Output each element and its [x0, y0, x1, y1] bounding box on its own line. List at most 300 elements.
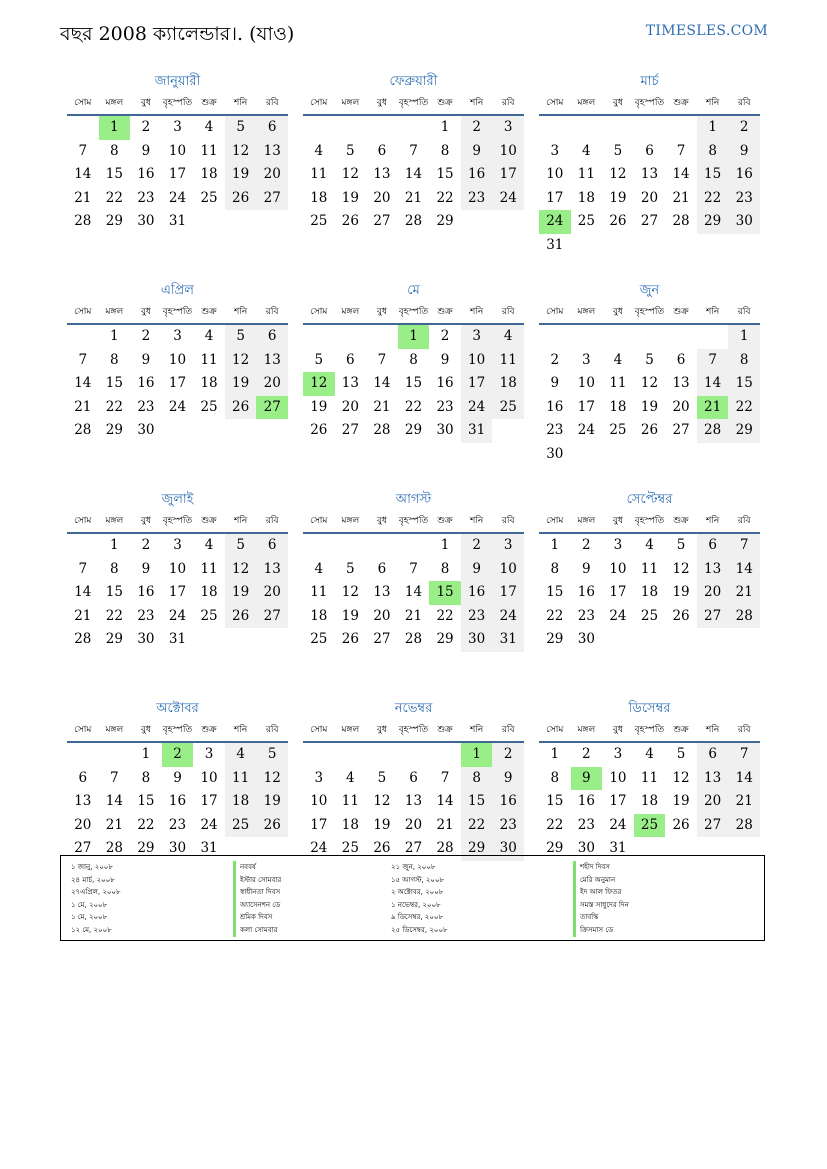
weekday-header: বৃহস্পতি	[634, 301, 666, 325]
day-cell: 9	[582, 560, 591, 577]
day-cell: 2	[141, 119, 151, 135]
day-cell: 10	[168, 142, 187, 159]
day-cell: 27	[341, 422, 359, 438]
day-cell: 17	[168, 584, 187, 600]
day-cell: 25	[310, 631, 328, 647]
day-cell: 6	[256, 325, 288, 349]
weekday-header: মঙ্গল	[99, 719, 131, 743]
day-cell: 16	[137, 584, 155, 600]
day-cell: 19	[256, 790, 288, 814]
day-cell: 8	[110, 351, 119, 368]
day-cell: 1	[141, 746, 151, 762]
day-cell: 28	[74, 631, 92, 647]
day-cell: 22	[461, 814, 493, 838]
day-cell: 29	[728, 419, 760, 443]
day-cell: 20	[672, 398, 690, 415]
day-cell: 6	[676, 351, 686, 368]
day-cell: 16	[461, 163, 493, 187]
day-cell: 20	[256, 581, 288, 605]
legend-names-left	[233, 861, 281, 937]
day-cell: 15	[728, 372, 760, 396]
day-cell: 9	[141, 142, 151, 159]
day-cell: 14	[672, 166, 690, 182]
day-cell: 24	[492, 187, 524, 211]
month-calendar	[303, 281, 524, 490]
day-cell: 13	[256, 558, 288, 582]
weekday-header: শুক্র	[193, 719, 225, 743]
day-cell: 8	[461, 767, 493, 791]
day-cell: 1	[110, 328, 119, 344]
weekday-header: শুক্র	[429, 719, 461, 743]
day-cell: 9	[492, 767, 524, 791]
day-cell: 11	[200, 351, 218, 368]
day-cell: 6	[256, 534, 288, 558]
day-cell: 5	[256, 743, 288, 767]
legend-names-right	[573, 861, 629, 937]
day-cell: 15	[461, 790, 493, 814]
day-cell: 23	[577, 816, 595, 833]
day-cell: 25	[577, 213, 595, 229]
day-cell: 14	[436, 793, 454, 809]
weekday-header: বৃহস্পতি	[634, 92, 666, 116]
day-cell: 3	[173, 328, 182, 344]
day-cell: 28	[74, 213, 92, 229]
day-cell: 25	[310, 213, 328, 229]
day-cell: 26	[341, 213, 359, 229]
day-cell: 23	[461, 187, 493, 211]
holiday-date: ১৫ আগস্ট, ২০০৮	[391, 875, 445, 884]
day-cell: 21	[728, 581, 760, 605]
day-cell: 4	[314, 142, 324, 159]
holiday-date: ৯ ডিসেম্বর, ২০০৮	[391, 913, 443, 922]
month-name: জানুয়ারী	[154, 74, 201, 89]
weekday-header: বৃহস্পতি	[634, 510, 666, 534]
empty-cell	[67, 743, 99, 767]
day-cell: 21	[404, 607, 423, 624]
day-cell: 29	[105, 213, 123, 229]
day-cell: 24	[609, 816, 627, 833]
day-cell: 6	[697, 743, 729, 767]
day-cell: 19	[341, 189, 359, 206]
day-cell: 27	[697, 605, 729, 629]
weekday-header: বুধ	[602, 510, 634, 534]
weekday-header: মঙ্গল	[571, 510, 603, 534]
day-cell: 17	[168, 375, 187, 391]
day-cell: 10	[310, 793, 328, 809]
day-cell: 12	[225, 349, 257, 373]
day-cell: 2	[162, 743, 194, 767]
day-cell: 12	[672, 769, 690, 786]
day-cell: 4	[314, 560, 324, 577]
day-cell: 30	[728, 210, 760, 234]
day-cell: 25	[200, 398, 218, 415]
day-cell: 21	[105, 816, 123, 833]
day-cell: 22	[728, 396, 760, 420]
month-days-grid	[67, 510, 288, 652]
day-cell: 29	[697, 210, 729, 234]
day-cell: 1	[440, 537, 450, 553]
day-cell: 17	[168, 166, 187, 182]
holiday-name: সমস্ত সাধুদের দিন	[573, 899, 629, 912]
day-cell: 31	[609, 840, 627, 856]
weekday-header: শনি	[225, 92, 257, 116]
day-cell: 27	[373, 631, 391, 647]
weekday-header: বুধ	[366, 301, 398, 325]
empty-cell	[366, 534, 398, 558]
month-calendar	[303, 72, 524, 281]
day-cell: 3	[550, 142, 560, 159]
day-cell: 6	[346, 351, 355, 368]
day-cell: 13	[256, 349, 288, 373]
holiday-date: ১ মে, ২০০৮	[71, 913, 108, 922]
day-cell: 14	[105, 793, 123, 809]
empty-cell	[335, 743, 367, 767]
day-cell: 20	[74, 816, 92, 833]
day-cell: 7	[377, 351, 387, 368]
day-cell: 1	[440, 119, 450, 135]
day-cell: 14	[697, 372, 729, 396]
empty-cell	[303, 325, 335, 349]
day-cell: 23	[137, 189, 155, 206]
day-cell: 2	[141, 537, 151, 553]
empty-cell	[665, 116, 697, 140]
day-cell: 31	[546, 236, 564, 253]
day-cell: 14	[404, 166, 423, 182]
day-cell: 1	[728, 325, 760, 349]
day-cell: 12	[609, 166, 627, 182]
day-cell: 6	[256, 116, 288, 140]
weekday-header: শনি	[225, 719, 257, 743]
day-cell: 15	[404, 375, 423, 391]
day-cell: 29	[546, 631, 564, 647]
empty-cell	[303, 116, 335, 140]
weekday-header: সোম	[539, 719, 571, 743]
holiday-name: নববর্ষ	[233, 861, 281, 874]
weekday-header: রবি	[256, 301, 288, 325]
day-cell: 2	[461, 116, 493, 140]
day-cell: 31	[200, 840, 218, 856]
day-cell: 7	[409, 142, 418, 159]
day-cell: 18	[225, 790, 257, 814]
day-cell: 16	[461, 581, 493, 605]
day-cell: 24	[310, 840, 328, 856]
day-cell: 14	[373, 375, 391, 391]
empty-cell	[366, 325, 398, 349]
day-cell: 4	[582, 142, 591, 159]
day-cell: 17	[492, 581, 524, 605]
empty-cell	[539, 325, 571, 349]
day-cell: 25	[640, 607, 659, 624]
day-cell: 12	[341, 166, 359, 182]
day-cell: 27	[697, 814, 729, 838]
day-cell: 7	[110, 769, 119, 786]
day-cell: 9	[550, 375, 560, 391]
day-cell: 22	[137, 816, 155, 833]
day-cell: 4	[204, 537, 214, 553]
weekday-header: শনি	[697, 92, 729, 116]
day-cell: 5	[225, 325, 257, 349]
day-cell: 7	[78, 142, 88, 159]
day-cell: 2	[141, 328, 151, 344]
day-cell: 17	[609, 584, 627, 600]
weekday-header: রবি	[256, 92, 288, 116]
day-cell: 18	[609, 398, 627, 415]
day-cell: 9	[461, 558, 493, 582]
day-cell: 15	[105, 166, 123, 182]
day-cell: 28	[404, 213, 423, 229]
month-name: নভেম্বর	[394, 701, 433, 716]
day-cell: 21	[436, 816, 454, 833]
weekday-header: শুক্র	[665, 510, 697, 534]
day-cell: 26	[373, 840, 391, 856]
day-cell: 24	[461, 396, 493, 420]
day-cell: 25	[492, 396, 524, 420]
day-cell: 2	[582, 537, 591, 553]
day-cell: 28	[74, 422, 92, 438]
weekday-header: শুক্র	[429, 301, 461, 325]
legend-dates-right	[391, 861, 448, 937]
holiday-name: স্বাধীনতা দিবস	[233, 886, 281, 899]
day-cell: 17	[546, 189, 564, 206]
day-cell: 29	[105, 631, 123, 647]
day-cell: 24	[168, 189, 187, 206]
day-cell: 19	[609, 189, 627, 206]
weekday-header: মঙ্গল	[335, 719, 367, 743]
month-days-grid	[303, 510, 524, 652]
day-cell: 29	[436, 213, 454, 229]
day-cell: 7	[676, 142, 686, 159]
day-cell: 26	[225, 396, 257, 420]
day-cell: 15	[429, 581, 461, 605]
empty-cell	[398, 116, 430, 140]
day-cell: 15	[105, 375, 123, 391]
weekday-header: মঙ্গল	[571, 92, 603, 116]
page-title: বছর 2008 ক্যালেন্ডার।. (যাও)	[60, 23, 295, 45]
day-cell: 8	[550, 560, 560, 577]
day-cell: 24	[168, 398, 187, 415]
holiday-date: ২১ জুন, ২০০৮	[391, 863, 436, 871]
day-cell: 29	[546, 840, 564, 856]
day-cell: 9	[440, 351, 450, 368]
day-cell: 23	[137, 398, 155, 415]
month-name: অক্টোবর	[156, 701, 199, 716]
day-cell: 21	[74, 398, 92, 415]
weekday-header: সোম	[67, 92, 99, 116]
day-cell: 17	[461, 372, 493, 396]
day-cell: 5	[676, 537, 686, 553]
day-cell: 25	[634, 814, 666, 838]
empty-cell	[571, 116, 603, 140]
empty-cell	[303, 743, 335, 767]
weekday-header: মঙ্গল	[99, 301, 131, 325]
month-days-grid	[539, 301, 760, 466]
day-cell: 22	[436, 189, 454, 206]
day-cell: 8	[440, 142, 450, 159]
month-days-grid	[303, 719, 524, 861]
day-cell: 28	[728, 605, 760, 629]
day-cell: 12	[303, 372, 335, 396]
weekday-header: মঙ্গল	[335, 301, 367, 325]
weekday-header: শুক্র	[429, 510, 461, 534]
day-cell: 11	[640, 560, 659, 577]
day-cell: 23	[546, 422, 564, 438]
day-cell: 20	[256, 163, 288, 187]
day-cell: 4	[225, 743, 257, 767]
month-days-grid	[67, 301, 288, 443]
day-cell: 6	[78, 769, 88, 786]
day-cell: 25	[200, 607, 218, 624]
day-cell: 7	[78, 351, 88, 368]
day-cell: 26	[609, 213, 627, 229]
day-cell: 11	[640, 769, 659, 786]
empty-cell	[665, 325, 697, 349]
day-cell: 12	[341, 584, 359, 600]
day-cell: 15	[546, 793, 564, 809]
day-cell: 22	[697, 187, 729, 211]
day-cell: 20	[404, 816, 423, 833]
day-cell: 28	[672, 213, 690, 229]
day-cell: 14	[404, 584, 423, 600]
weekday-header: শনি	[697, 301, 729, 325]
weekday-header: শনি	[697, 719, 729, 743]
day-cell: 14	[74, 166, 92, 182]
weekday-header: রবি	[728, 92, 760, 116]
day-cell: 11	[341, 793, 359, 809]
day-cell: 16	[168, 793, 187, 809]
day-cell: 23	[492, 814, 524, 838]
day-cell: 19	[225, 581, 257, 605]
day-cell: 21	[728, 790, 760, 814]
day-cell: 14	[728, 767, 760, 791]
day-cell: 12	[225, 140, 257, 164]
empty-cell	[335, 116, 367, 140]
holiday-name: ইদ আল ফিতর	[573, 886, 629, 899]
weekday-header: বুধ	[602, 719, 634, 743]
day-cell: 25	[609, 422, 627, 438]
holiday-date: ১ মে, ২০০৮	[71, 900, 108, 909]
weekday-header: বুধ	[366, 719, 398, 743]
day-cell: 10	[609, 769, 627, 786]
day-cell: 23	[577, 607, 595, 624]
day-cell: 19	[640, 398, 659, 415]
day-cell: 24	[539, 210, 571, 234]
day-cell: 10	[577, 375, 595, 391]
day-cell: 16	[137, 166, 155, 182]
day-cell: 13	[74, 793, 92, 809]
day-cell: 30	[461, 628, 493, 652]
day-cell: 18	[640, 584, 659, 600]
day-cell: 4	[645, 537, 654, 553]
weekday-header: শুক্র	[665, 92, 697, 116]
day-cell: 7	[440, 769, 450, 786]
empty-cell	[634, 325, 666, 349]
day-cell: 5	[225, 116, 257, 140]
holiday-date: ২ অক্টোবর, ২০০৮	[391, 888, 444, 897]
day-cell: 8	[110, 142, 119, 159]
month-name: ডিসেম্বর	[628, 701, 671, 716]
month-name: এপ্রিল	[161, 283, 194, 298]
weekday-header: শনি	[461, 719, 493, 743]
holiday-date: ২৪ মার্চ, ২০০৮	[71, 875, 115, 884]
day-cell: 21	[404, 189, 423, 206]
site-link[interactable]: TIMESLES.COM	[645, 23, 768, 39]
day-cell: 14	[74, 584, 92, 600]
day-cell: 3	[173, 537, 182, 553]
weekday-header: বুধ	[130, 510, 162, 534]
weekday-header: শনি	[697, 510, 729, 534]
day-cell: 29	[436, 631, 454, 647]
holiday-name: শ্রমিক দিবস	[233, 911, 281, 924]
weekday-header: রবি	[728, 301, 760, 325]
day-cell: 9	[173, 769, 182, 786]
weekday-header: সোম	[303, 92, 335, 116]
day-cell: 6	[409, 769, 418, 786]
empty-cell	[429, 743, 461, 767]
weekday-header: সোম	[67, 510, 99, 534]
day-cell: 3	[492, 116, 524, 140]
holiday-date: ২৭এপ্রিল, ২০০৮	[71, 888, 121, 897]
weekday-header: বৃহস্পতি	[634, 719, 666, 743]
day-cell: 8	[409, 351, 418, 368]
day-cell: 15	[546, 584, 564, 600]
day-cell: 19	[373, 816, 391, 833]
holiday-date: ১ নভেম্বর, ২০০৮	[391, 900, 441, 909]
day-cell: 3	[582, 351, 591, 368]
day-cell: 8	[110, 560, 119, 577]
day-cell: 19	[225, 163, 257, 187]
holiday-date: ১২ মে, ২০০৮	[71, 925, 112, 934]
day-cell: 18	[577, 189, 595, 206]
day-cell: 11	[310, 166, 328, 182]
holiday-date: ২৫ ডিসেম্বর, ২০০৮	[391, 925, 448, 934]
day-cell: 24	[492, 605, 524, 629]
day-cell: 4	[613, 351, 623, 368]
month-days-grid	[539, 510, 760, 652]
day-cell: 30	[168, 840, 187, 856]
day-cell: 6	[377, 142, 387, 159]
empty-cell	[335, 534, 367, 558]
day-cell: 8	[141, 769, 151, 786]
empty-cell	[67, 325, 99, 349]
holiday-name: ক্রিসমাস ডে	[573, 924, 629, 937]
day-cell: 16	[436, 375, 454, 391]
day-cell: 18	[200, 375, 218, 391]
weekday-header: সোম	[303, 510, 335, 534]
day-cell: 27	[256, 396, 288, 420]
day-cell: 26	[256, 814, 288, 838]
day-cell: 2	[461, 534, 493, 558]
day-cell: 5	[676, 746, 686, 762]
holiday-name: কলা সোমবার	[233, 924, 281, 937]
weekday-header: মঙ্গল	[571, 719, 603, 743]
month-calendar	[539, 281, 760, 490]
day-cell: 21	[74, 189, 92, 206]
day-cell: 11	[492, 349, 524, 373]
day-cell: 27	[404, 840, 423, 856]
weekday-header: শনি	[461, 510, 493, 534]
day-cell: 31	[168, 631, 187, 647]
weekday-header: বুধ	[602, 92, 634, 116]
day-cell: 29	[404, 422, 423, 438]
weekday-header: রবি	[492, 719, 524, 743]
day-cell: 8	[440, 560, 450, 577]
weekday-header: বুধ	[366, 510, 398, 534]
weekday-header: শনি	[225, 301, 257, 325]
day-cell: 19	[672, 793, 690, 809]
day-cell: 10	[168, 351, 187, 368]
day-cell: 11	[200, 560, 218, 577]
day-cell: 5	[377, 769, 387, 786]
